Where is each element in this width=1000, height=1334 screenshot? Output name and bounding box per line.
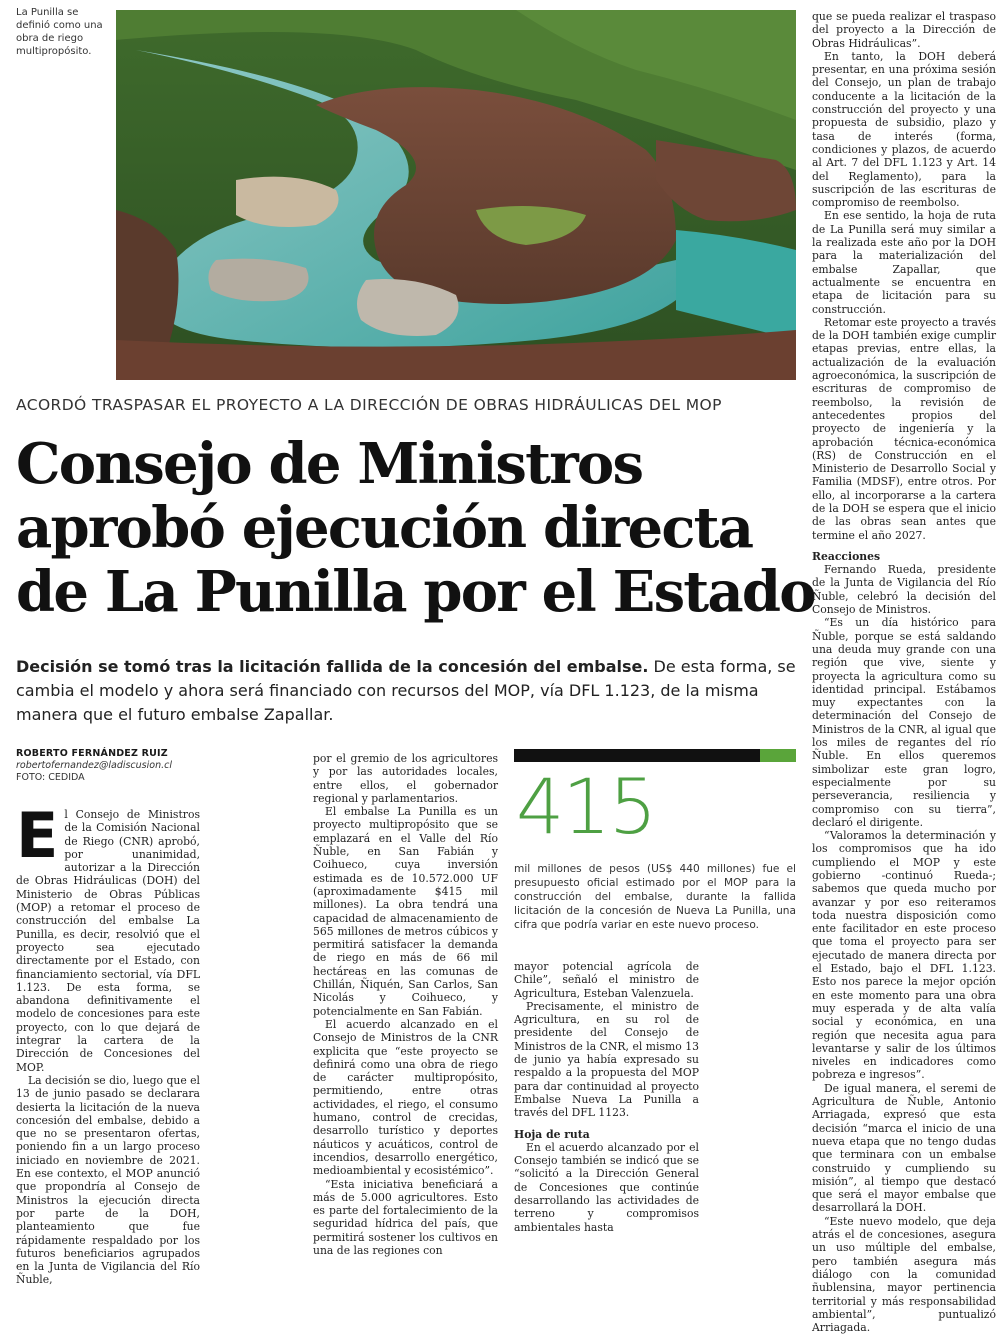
photo-caption: La Punilla se definió como una obra de riego multipropósito. — [16, 7, 103, 57]
headline-line: Consejo de Ministros — [16, 431, 643, 497]
author-email: robertofernandez@ladiscusion.cl — [16, 760, 172, 771]
fact-box-bar — [514, 749, 796, 762]
article-lead — [16, 655, 806, 727]
paragraph: En tanto, la DOH deberá presentar, en una próxima sesión del Consejo, un plan de trabajo conducente a la licitación de la construcción del proyecto y una propuesta de subsidio, plazo y tasa de interés (forma, condiciones y plazos, de acuerdo al Art. 7 del DFL 1.123 y Art. 14 del Reglamento), para la suscripción de las escrituras de compromiso de reembolso. — [812, 49, 996, 210]
byline — [16, 748, 296, 784]
lead-rest: De esta forma, se cambia el modelo y ahora será financiado con recursos del MOP, vía DFL 1.123, de la misma manera que el futuro embalse Zapallar. — [16, 657, 796, 724]
subheading: Hoja de ruta — [514, 1127, 590, 1141]
lead-bold: Decisión se tomó tras la licitación fallida de la concesión del embalse. — [16, 657, 649, 676]
paragraph: que se pueda realizar el traspaso del proyecto a la Dirección de Obras Hidráulicas”. — [812, 10, 996, 50]
paragraph: En ese sentido, la hoja de ruta de La Punilla será muy similar a la realizada este año por la DOH para la materialización del embalse Zapallar, que actualmente se encuentra en etapa de licitación para su construcción. — [812, 209, 996, 316]
paragraph: De igual manera, el seremi de Agricultura de Ñuble, Antonio Arriagada, expresó que esta decisión “marca el inicio de una nueva etapa que no tengo dudas que terminara con un embalse construido y cumpliendo su misión”, al tiempo que destacó que será el mayor embalse que desarrollará la DOH. — [812, 1081, 996, 1215]
river-canyon-photo — [116, 10, 796, 380]
article-headline — [16, 431, 815, 625]
paragraph: El embalse La Punilla es un proyecto multipropósito que se emplazará en el Valle del Río Ñuble, en San Fabián y Coihueco, cuya inversión estimada es de 10.572.000 UF (aproximadamente $415 mil millones). La obra tendrá una capacidad de almacenamiento de 565 millones de metros cúbicos y permitirá satisfacer la demanda de riego en más de 66 mil hectáreas en las comunas de Chillán, Ñiquén, San Carlos, San Nicolás y Coihueco, y potencialmente en San Fabián. — [313, 805, 498, 1018]
subheading: Reacciones — [812, 549, 881, 563]
article-column-2 — [313, 752, 498, 1257]
fact-text: mil millones de pesos (US$ 440 millones) fue el presupuesto oficial estimado por el MOP para la construcción del embalse, durante la fallida licitación de la concesión de Nueva La Punilla, una cifra que podría variar en este nuevo proceso. — [514, 863, 796, 931]
drop-cap: E — [16, 799, 59, 872]
author-name: ROBERTO FERNÁNDEZ RUIZ — [16, 748, 168, 759]
paragraph: La decisión se dio, luego que el 13 de junio pasado se declarara desierta la licitación de la nueva concesión del embalse, debido a que no se presentaron ofertas, poniendo fin a un largo proceso iniciado en noviembre de 2021. En ese contexto, el MOP anunció que propondría al Consejo de Ministros la ejecución directa por parte de la DOH, planteamiento que fue rápidamente respaldado por los futuros beneficiarios agrupados en la Junta de Vigilancia del Río Ñuble, — [16, 1073, 200, 1287]
photo-credit: FOTO: CEDIDA — [16, 772, 85, 783]
fact-box-accent — [760, 749, 796, 762]
paragraph: Precisamente, el ministro de Agricultura, en su rol de presidente del Consejo de Ministros de la CNR, el mismo 13 de junio ya había expresado su respaldo a la propuesta del MOP para dar continuidad al proyecto Embalse Nueva La Punilla a través del DFL 1123. — [514, 999, 699, 1120]
paragraph: “Este nuevo modelo, que deja atrás el de concesiones, asegura un uso múltiple del embalse, pero también asegura más diálogo con la comunidad ñublensina, mayor pertinencia territorial y más responsabilidad ambiental”, puntualizó Arriagada. — [812, 1214, 996, 1334]
paragraph: “Valoramos la determinación y los compromisos que ha ido cumpliendo el MOP y este gobierno -continuó Rueda-; sabemos que queda mucho por avanzar y por eso reiteramos toda nuestra disposición como ente facilitador en este proceso que toma el proyecto para ser ejecutado de manera directa por el Estado, bajo el DFL 1.123. Esto nos parece la mejor opción en este momento para una obra muy esperada y de alta valía social y económica, en una región que necesita agua para levantarse y salir de los últimos niveles en indicadores como pobreza e ingresos”. — [812, 829, 996, 1082]
paragraph: En el acuerdo alcanzado por el Consejo también se indicó que se “solicitó a la Dirección General de Concesiones que continúe desarrollando las actividades de terreno y compromisos ambientales hasta — [514, 1140, 699, 1234]
paragraph: Retomar este proyecto a través de la DOH también exige cumplir etapas previas, entre ellas, la actualización de la evaluación agroeconómica, la suscripción de escrituras de compromiso de reembolso, la revisión de antecedentes propios del proyecto de ingeniería y la aprobación técnica-económica (RS) de Construcción en el Ministerio de Desarrollo Social y Familia (MDSF), entre otros. Por ello, al incorporarse a la cartera de la DOH se espera que el inicio de las obras sean antes que termine el año 2027. — [812, 315, 996, 542]
river-canyon-illustration — [116, 10, 796, 380]
fact-number: 415 — [516, 762, 656, 851]
article-column-4 — [812, 10, 996, 1334]
paragraph — [16, 799, 200, 1074]
paragraph: mayor potencial agrícola de Chile”, señaló el ministro de Agricultura, Esteban Valenzuela. — [514, 960, 699, 1000]
paragraph: “Esta iniciativa beneficiará a más de 5.000 agricultores. Esto es parte del fortalecimiento de la seguridad hídrica del país, que permitirá sostener los cultivos en una de las regiones con — [313, 1177, 498, 1257]
paragraph: El acuerdo alcanzado en el Consejo de Ministros de la CNR explicita que “este proyecto se definirá como una obra de riego de carácter multipropósito, permitiendo, entre otras actividades, el riego, el consumo humano, control de crecidas, desarrollo turístico y deportes náuticos y acuáticos, control de incendios, desarrollo energético, medioambiental y ecosistémico”. — [313, 1017, 498, 1178]
article-kicker: ACORDÓ TRASPASAR EL PROYECTO A LA DIRECCIÓN DE OBRAS HIDRÁULICAS DEL MOP — [16, 396, 722, 414]
headline-line: aprobó ejecución directa — [16, 495, 753, 561]
fact-box — [514, 749, 796, 939]
article-column-1 — [16, 799, 200, 1287]
paragraph: por el gremio de los agricultores y por las autoridades locales, entre ellos, el gobernador regional y parlamentarios. — [313, 752, 498, 805]
article-column-3 — [514, 960, 699, 1234]
paragraph: “Es un día histórico para Ñuble, porque se está saldando una deuda muy grande con una región que vive, siente y proyecta la agricultura como su identidad principal. Estábamos muy expectantes con la determinación del Consejo de Ministros de la CNR, al igual que los miles de regantes del río Ñuble. En ellos queremos simbolizar este gran logro, especialmente por su perseverancia, resiliencia y compromiso con su tierra”, declaró el dirigente. — [812, 616, 996, 829]
headline-line: de La Punilla por el Estado — [16, 559, 815, 625]
paragraph: Fernando Rueda, presidente de la Junta de Vigilancia del Río Ñuble, celebró la decisión del Consejo de Ministros. — [812, 563, 996, 617]
paragraph-text: l Consejo de Ministros de la Comisión Nacional de Riego (CNR) aprobó, por unanimidad, autorizar a la Dirección de Obras Hidráulicas (DOH) del Ministerio de Obras Públicas (MOP) a retomar el proceso de construcción del embalse La Punilla, es decir, resolvió que el proyecto sea ejecutado directamente por el Estado, con financiamiento sectorial, vía DFL 1.123. De esta forma, se abandona definitivamente el modelo de concesiones para este proyecto, con lo que dejará de integrar la cartera de la Dirección de Concesiones del MOP. — [16, 808, 200, 1074]
